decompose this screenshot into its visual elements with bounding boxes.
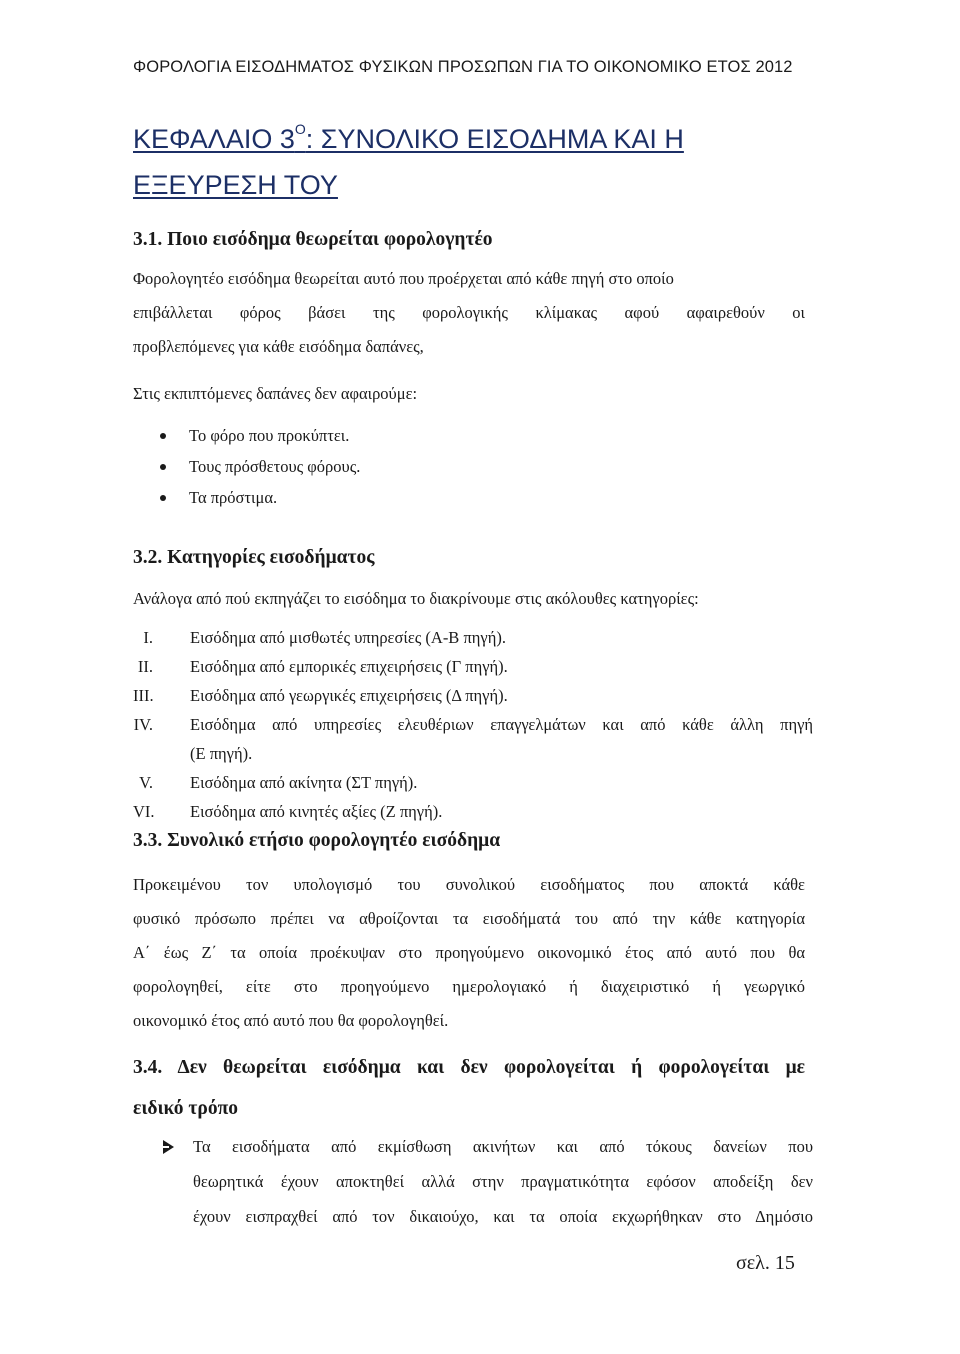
list-item: Τα πρόστιμα.: [160, 482, 360, 513]
paragraph-line: επιβάλλεται φόρος βάσει της φορολογικής κλίμακας αφού αφαιρεθούν οι: [133, 303, 805, 322]
paragraph-line: προβλεπόμενες για κάθε εισόδημα δαπάνες,: [133, 337, 424, 356]
section-3-3-heading: 3.3. Συνολικό ετήσιο φορολογητέο εισόδημα: [133, 830, 501, 851]
section-3-2-heading: 3.2. Κατηγορίες εισοδήματος: [133, 547, 375, 568]
section-3-1-heading: 3.1. Ποιο εισόδημα θεωρείται φορολογητέο: [133, 229, 493, 250]
income-categories-list: [133, 623, 813, 826]
paragraph-line: έχουν εισπραχθεί από τον δικαιούχο, και τα οποία εκχωρήθηκαν στο Δημόσιο: [193, 1207, 813, 1226]
section-3-3-paragraph: [133, 872, 805, 1042]
deduction-exclusions-list: [160, 420, 360, 513]
bullet-icon: [160, 433, 166, 439]
list-item: III. Εισόδημα από γεωργικές επιχειρήσεις (Δ πηγή).: [133, 686, 508, 705]
section-3-1-paragraph: [133, 262, 833, 364]
list-item: V. Εισόδημα από ακίνητα (ΣΤ πηγή).: [139, 773, 418, 792]
bullet-icon: [160, 464, 166, 470]
section-3-4-heading-line1: 3.4. Δεν θεωρείται εισόδημα και δεν φορολογείται ή φορολογείται με: [133, 1057, 805, 1078]
list-item: Το φόρο που προκύπτει.: [160, 420, 360, 451]
paragraph-line: φορολογηθεί, είτε στο προηγούμενο ημερολογιακό ή διαχειριστικό ή γεωργικό: [133, 977, 805, 996]
paragraph-line: οικονομικό έτος από αυτό που θα φορολογηθεί.: [133, 1011, 449, 1030]
chapter-title-line1: : ΣΥΝΟΛΙΚΟ ΕΙΣΟΔΗΜΑ ΚΑΙ Η: [305, 124, 684, 154]
section-3-2-intro: Ανάλογα από πού εκπηγάζει το εισόδημα το διακρίνουμε στις ακόλουθες κατηγορίες:: [133, 589, 699, 608]
chapter-title-line2: ΕΞΕΥΡΕΣΗ ΤΟΥ: [133, 170, 338, 200]
running-header: ΦΟΡΟΛΟΓΙΑ ΕΙΣΟΔΗΜΑΤΟΣ ΦΥΣΙΚΩΝ ΠΡΟΣΩΠΩΝ ΓΙΑ ΤΟ ΟΙΚΟΝΟΜΙΚΟ ΕΤΟΣ 2012: [133, 58, 793, 76]
arrow-bullet-icon: [163, 1140, 174, 1154]
paragraph-line: φυσικό πρόσωπο πρέπει να αθροίζονται τα εισοδήματά του από την κάθε κατηγορία: [133, 909, 805, 928]
paragraph-line: θεωρητικά έχουν αποκτηθεί αλλά στην πραγματικότητα εφόσον αποδείξη δεν: [193, 1172, 813, 1191]
chapter-prefix: ΚΕΦΑΛΑΙΟ 3: [133, 124, 295, 154]
list-item: II. Εισόδημα από εμπορικές επιχειρήσεις (Γ πηγή).: [137, 657, 508, 676]
section-3-1-intro: Στις εκπιπτόμενες δαπάνες δεν αφαιρούμε:: [133, 384, 418, 403]
section-3-4-heading-line2: ειδικό τρόπο: [133, 1098, 239, 1119]
list-item: IV. Εισόδημα από υπηρεσίες ελευθέριων επαγγελμάτων και από κάθε άλλη πηγή (Ε πηγή).: [133, 715, 813, 763]
page-number: σελ. 15: [736, 1252, 795, 1274]
list-item: I. Εισόδημα από μισθωτές υπηρεσίες (Α-Β πηγή).: [143, 628, 506, 647]
bullet-icon: [160, 495, 166, 501]
chapter-superscript: Ο: [294, 121, 306, 137]
paragraph-line: Τα εισοδήματα από εκμίσθωση ακινήτων και από τόκους δανείων που: [193, 1137, 813, 1156]
paragraph-line: Προκειμένου τον υπολογισμό του συνολικού εισοδήματος που αποκτά κάθε: [133, 875, 805, 894]
chapter-title: [133, 116, 833, 208]
list-item: VI. Εισόδημα από κινητές αξίες (Ζ πηγή).: [133, 802, 443, 821]
paragraph-line: Φορολογητέο εισόδημα θεωρείται αυτό που προέρχεται από κάθε πηγή στο οποίο: [133, 269, 674, 288]
list-item: Τους πρόσθετους φόρους.: [160, 451, 360, 482]
paragraph-line: Α΄ έως Ζ΄ τα οποία προέκυψαν στο προηγούμενο οικονομικό έτος από αυτό που θα: [133, 943, 805, 962]
